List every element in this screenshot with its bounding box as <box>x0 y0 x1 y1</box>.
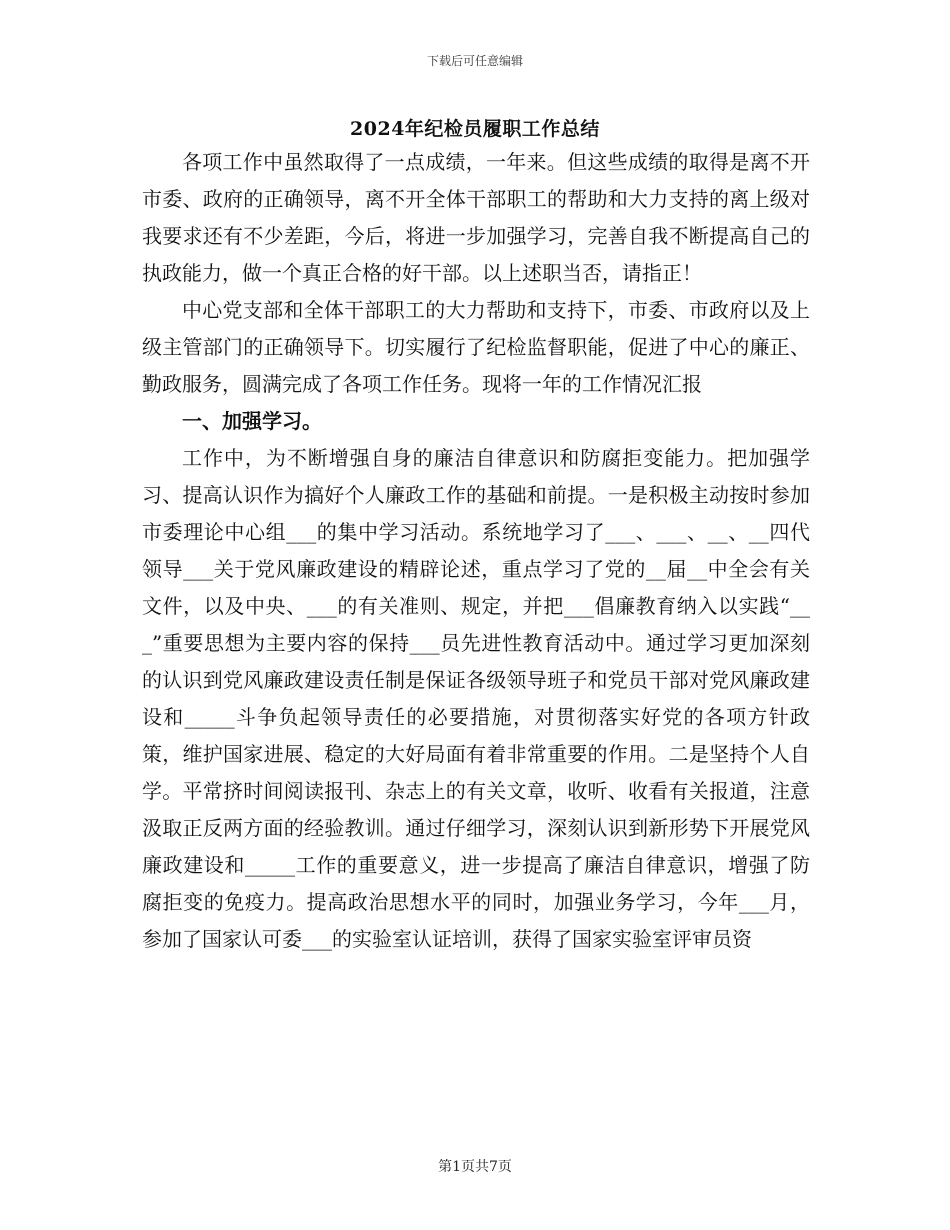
paragraph-3: 工作中，为不断增强自身的廉洁自律意识和防腐拒变能力。把加强学习、提高认识作为搞好个人廉政工作的基础和前提。一是积极主动按时参加市委理论中心组___的集中学习活动。系统地学习了___、___、__、__四代领导___关于党风廉政建设的精辟论述，重点学习了党的__届__中全会有关文件，以及中央、___的有关准则、规定，并把___倡廉教育纳入以实践“___”重要思想为主要内容的保持___员先进性教育活动中。通过学习更加深刻的认识到党风廉政建设责任制是保证各级领导班子和党员干部对党风廉政建设和_____斗争负起领导责任的必要措施，对贯彻落实好党的各项方针政策，维护国家进展、稳定的大好局面有着非常重要的作用。二是坚持个人自学。平常挤时间阅读报刊、杂志上的有关文章，收听、收看有关报道，注意汲取正反两方面的经验教训。通过仔细学习，深刻认识到新形势下开展党风廉政建设和_____工作的重要意义，进一步提高了廉洁自律意识，增强了防腐拒变的免疫力。提高政治思想水平的同时，加强业务学习，今年___月，参加了国家认可委___的实验室认证培训，获得了国家实验室评审员资 <box>142 446 810 951</box>
paragraph-2: 中心党支部和全体干部职工的大力帮助和支持下，市委、市政府以及上级主管部门的正确领导下。切实履行了纪检监督职能，促进了中心的廉正、勤政服务，圆满完成了各项工作任务。现将一年的工作情况汇报 <box>142 298 810 396</box>
document-body <box>142 144 810 958</box>
document-title: 2024年纪检员履职工作总结 <box>350 118 600 140</box>
page-header-note: 下载后可任意编辑 <box>426 54 523 68</box>
page-footer: 第1页共7页 <box>438 1159 512 1175</box>
paragraph-1: 各项工作中虽然取得了一点成绩，一年来。但这些成绩的取得是离不开市委、政府的正确领导，离不开全体干部职工的帮助和大力支持的离上级对我要求还有不少差距，今后，将进一步加强学习，完善自我不断提高自己的执政能力，做一个真正合格的好干部。以上述职当否，请指正！ <box>142 150 810 285</box>
section-heading-1: 一、加强学习。 <box>182 409 322 433</box>
